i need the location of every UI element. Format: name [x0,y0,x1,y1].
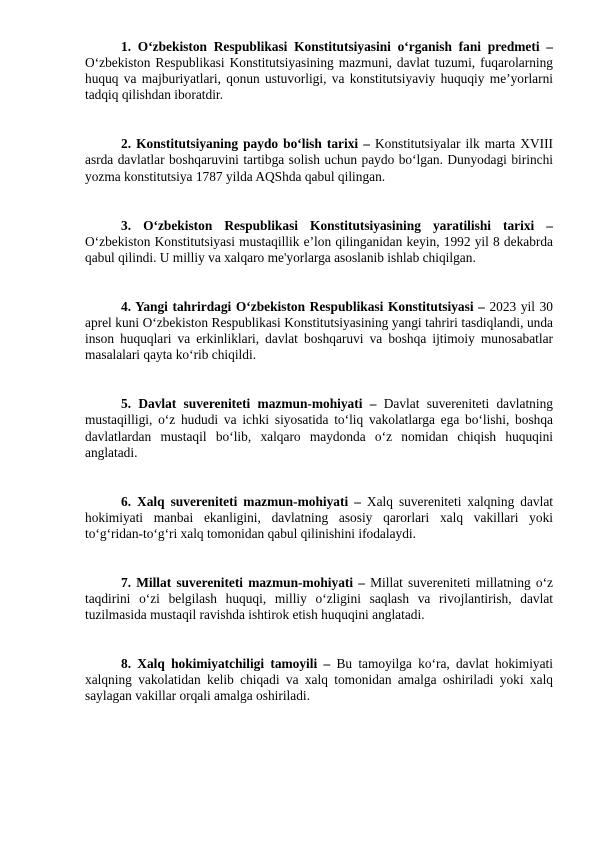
paragraph-heading: 3. O‘zbekiston Respublikasi Konstitutsiyasining yaratilishi tarixi [121,217,535,233]
heading-separator: – [539,39,553,54]
paragraph-text: Millat suvereniteti millatning o‘z taqdirini o‘zi belgilash huquqi, milliy o‘zligini saqlash va rivojlantirish, davlat tuzilmasida mustaqil ravishda ishtirok etish huquqini anglatadi. [85,574,553,623]
paragraph-text: 2023 yil 30 aprel kuni O‘zbekiston Respublikasi Konstitutsiyasining yangi tahriri tasdiqlandi, unda inson huquqlari va erkinliklari, davlat boshqaruvi va boshqa ijtimoiy munosabatlar masalalari qayta ko‘rib chiqildi. [85,298,553,363]
paragraph-heading: 8. Xalq hokimiyatchiligi tamoyili [121,656,318,672]
heading-separator: – [358,136,375,152]
paragraph-text: Davlat suvereniteti davlatning mustaqilligi, o‘z hududi va ichki siyosatida to‘liq vakolatlarga ega bo‘lishi, boshqa davlatlardan mustaqil bo‘lib, xalqaro maydonda o‘z nomidan chiqish huquqini anglatadi. [85,396,553,460]
paragraph-4 [85,299,553,363]
paragraph-text: O‘zbekiston Konstitutsiyasi mustaqillik e’lon qilinganidan keyin, 1992 yil 8 dekabrda qabul qilindi. U milliy va xalqaro me'yorlarga asoslanib ishlab chiqilgan. [85,233,553,265]
paragraph-5 [85,396,553,460]
heading-separator: – [534,217,554,233]
paragraph-heading: 1. O‘zbekiston Respublikasi Konstitutsiyasini o‘rganish fani predmeti [121,39,540,54]
paragraph-6 [85,494,553,542]
paragraph-2 [85,136,553,184]
paragraph-8 [85,656,553,704]
paragraph-heading: 4. Yangi tahrirdagi O‘zbekiston Respublikasi Konstitutsiyasi [121,298,474,314]
paragraph-heading: 7. Millat suvereniteti mazmun-mohiyati [121,574,354,590]
paragraph-heading: 2. Konstitutsiyaning paydo bo‘lish tarixi [121,136,359,152]
heading-separator: – [353,574,371,590]
paragraph-text: Konstitutsiyalar ilk marta XVIII asrda davlatlar boshqaruvini tartibga solish uchun paydo bo‘lgan. Dunyodagi birinchi yozma konstitutsiya 1787 yilda AQShda qabul qilingan. [85,136,554,184]
heading-separator: – [362,396,384,412]
paragraph-heading: 5. Davlat suvereniteti mazmun-mohiyati [121,396,363,412]
paragraph-text: Xalq suvereniteti xalqning davlat hokimiyati manbai ekanligini, davlatning asosiy qarorlari xalq vakillari yoki to‘g‘ridan-to‘g‘ri xalq tomonidan qabul qilinishini ifodalaydi. [85,493,554,541]
paragraph-1 [85,39,553,103]
paragraph-3 [85,218,553,266]
heading-separator: – [473,298,490,314]
paragraph-text: O‘zbekiston Respublikasi Konstitutsiyasining mazmuni, davlat tuzumi, fuqarolarning huquq va majburiyatlari, qonun ustuvorligi, va konstitutsiyaviy huquqiy me’yorlarni tadqiq qilishdan iboratdir. [85,55,553,103]
paragraph-heading: 6. Xalq suvereniteti mazmun-mohiyati [121,493,349,509]
document-body [85,39,553,738]
heading-separator: – [348,493,367,509]
paragraph-7 [85,575,553,623]
heading-separator: – [317,656,337,672]
paragraph-text: Bu tamoyilga ko‘ra, davlat hokimiyati xalqning vakolatidan kelib chiqadi va xalq tomonidan amalga oshiriladi yoki xalq saylagan vakillar orqali amalga oshiriladi. [85,656,553,704]
